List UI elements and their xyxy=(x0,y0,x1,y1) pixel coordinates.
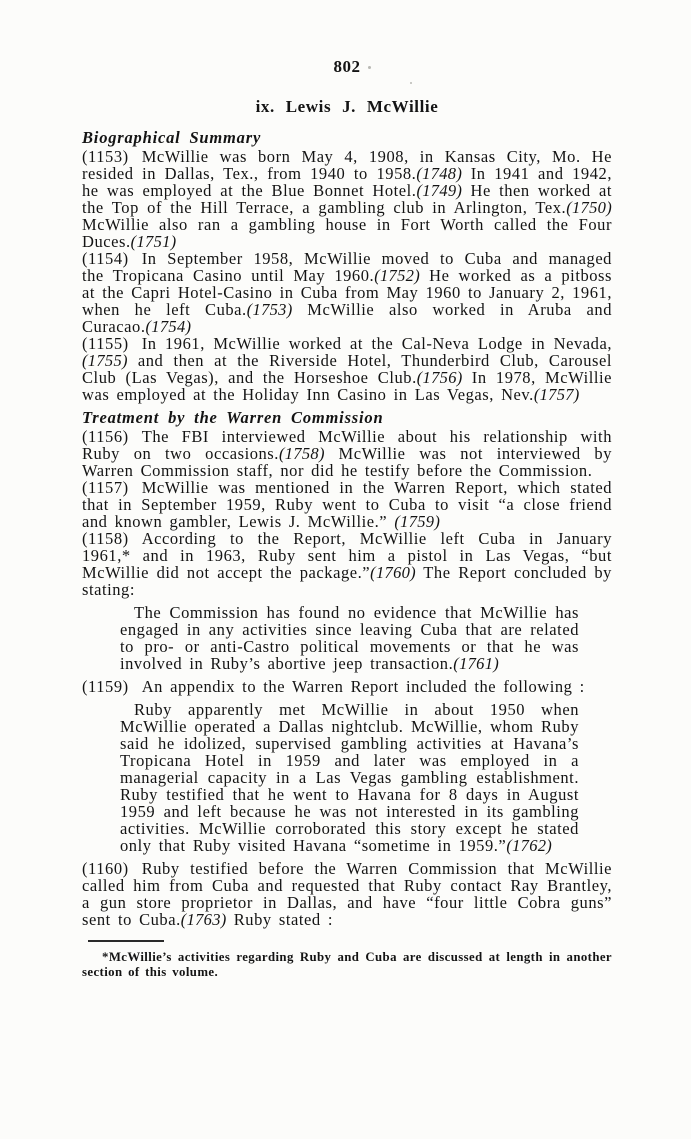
paragraph-1159 xyxy=(82,678,612,695)
citation-ref: (1753) xyxy=(246,300,293,319)
citation-ref: (1750) xyxy=(566,198,612,217)
citation-ref: (1757) xyxy=(533,385,580,404)
citation-ref: (1758) xyxy=(278,444,325,463)
paragraph-text: In September 1958, McWillie moved to Cuba and managed the Tropicana Casino until May 1960.(1752) He worked as a pitboss at the Capri Hotel-Casino in Cuba from May 1960 to January 2, 1961, when he left Cuba.(1753) McWillie also worked in Aruba and Curacao.(1754) xyxy=(82,249,612,336)
citation-ref: (1760) xyxy=(370,563,416,582)
citation-ref: (1748) xyxy=(416,164,463,183)
scan-speck xyxy=(368,66,371,69)
paragraph-text: According to the Report, McWillie left Cuba in January 1961,* and in 1963, Ruby sent him a pistol in Las Vegas, “but McWillie did not accept the package.”(1760) The Report concluded by stating: xyxy=(82,529,612,599)
paragraph-number: (1157) xyxy=(82,478,129,497)
paragraph-1155 xyxy=(82,335,612,403)
paragraph-number: (1159) xyxy=(82,677,129,696)
paragraph-1156 xyxy=(82,428,612,479)
paragraph-number: (1155) xyxy=(82,334,129,353)
citation-ref: (1756) xyxy=(416,368,463,387)
footnote-marker: * xyxy=(102,950,109,964)
citation-ref: (1749) xyxy=(416,181,463,200)
paragraph-text: In 1961, McWillie worked at the Cal-Neva Lodge in Nevada,(1755) and then at the Riverside Hotel, Thunderbird Club, Carousel Club (Las Vegas), and the Horseshoe Club.(1756) In 1978, McWillie was employed at the Holiday Inn Casino in Las Vegas, Nev.(1757) xyxy=(82,334,612,404)
section-heading: ix. Lewis J. McWillie xyxy=(255,97,439,116)
paragraph-text: McWillie was mentioned in the Warren Report, which stated that in September 1959, Ruby went to Cuba to visit “a close friend and known gambler, Lewis J. McWillie.” (1759) xyxy=(82,478,612,531)
citation-ref: (1762) xyxy=(506,836,553,855)
block-quote-warren-appendix: Ruby apparently met McWillie in about 1950 when McWillie operated a Dallas nightclub. McWillie, whom Ruby said he idolized, supervised gambling activities at Havana’s Tropicana Hotel in 1959 and later was employed in a managerial capacity in a Las Vegas gambling establishment. Ruby testified that he went to Havana for 8 days in August 1959 and left because he was not interested in its gambling activities. McWillie corroborated this story except he stated only that Ruby visited Havana “sometime in 1959.”(1762) xyxy=(120,700,579,855)
paragraph-number: (1154) xyxy=(82,249,129,268)
citation-ref: (1759) xyxy=(394,512,441,531)
citation-ref: (1751) xyxy=(130,232,177,251)
paragraph-1160 xyxy=(82,860,612,928)
paragraph-1153 xyxy=(82,148,612,250)
paragraph-text: An appendix to the Warren Report included the following : xyxy=(141,677,585,696)
subsection-title-biographical-summary: Biographical Summary xyxy=(82,128,262,147)
paragraph-number: (1158) xyxy=(82,529,129,548)
citation-ref: (1755) xyxy=(82,351,128,370)
paragraph-text: Ruby testified before the Warren Commission that McWillie called him from Cuba and requested that Ruby contact Ray Brantley, a gun store proprietor in Dallas, and have “four little Cobra guns” sent to Cuba.(1763) Ruby stated : xyxy=(82,859,612,929)
paragraph-number: (1153) xyxy=(82,147,129,166)
footnote-rule xyxy=(88,940,164,942)
citation-ref: (1761) xyxy=(453,654,500,673)
page-number: 802 xyxy=(333,57,361,76)
paragraph-number: (1156) xyxy=(82,427,129,446)
citation-ref: (1763) xyxy=(180,910,227,929)
document-page xyxy=(0,58,691,1139)
paragraph-text: The FBI interviewed McWillie about his relationship with Ruby on two occasions.(1758) McWillie was not interviewed by Warren Commission staff, nor did he testify before the Commission. xyxy=(82,427,612,480)
block-quote-commission-finding: The Commission has found no evidence that McWillie has engaged in any activities since leaving Cuba that are related to pro- or anti-Castro political movements or that he was involved in Ruby’s abortive jeep transaction.(1761) xyxy=(120,603,579,673)
paragraph-text: McWillie was born May 4, 1908, in Kansas City, Mo. He resided in Dallas, Tex., from 1940 to 1958.(1748) In 1941 and 1942, he was employed at the Blue Bonnet Hotel.(1749) He then worked at the Top of the Hill Terrace, a gambling club in Arlington, Tex.(1750) McWillie also ran a gambling house in Fort Worth called the Four Duces.(1751) xyxy=(82,147,612,251)
paragraph-1154 xyxy=(82,250,612,335)
citation-ref: (1754) xyxy=(145,317,192,336)
subsection-title-warren-commission: Treatment by the Warren Commission xyxy=(82,408,384,427)
paragraph-1158 xyxy=(82,530,612,598)
footnote xyxy=(82,950,612,980)
paragraph-number: (1160) xyxy=(82,859,129,878)
scan-speck xyxy=(410,82,412,84)
citation-ref: (1752) xyxy=(374,266,420,285)
paragraph-1157 xyxy=(82,479,612,530)
footnote-text: McWillie’s activities regarding Ruby and Cuba are discussed at length in another section of this volume. xyxy=(82,950,612,979)
